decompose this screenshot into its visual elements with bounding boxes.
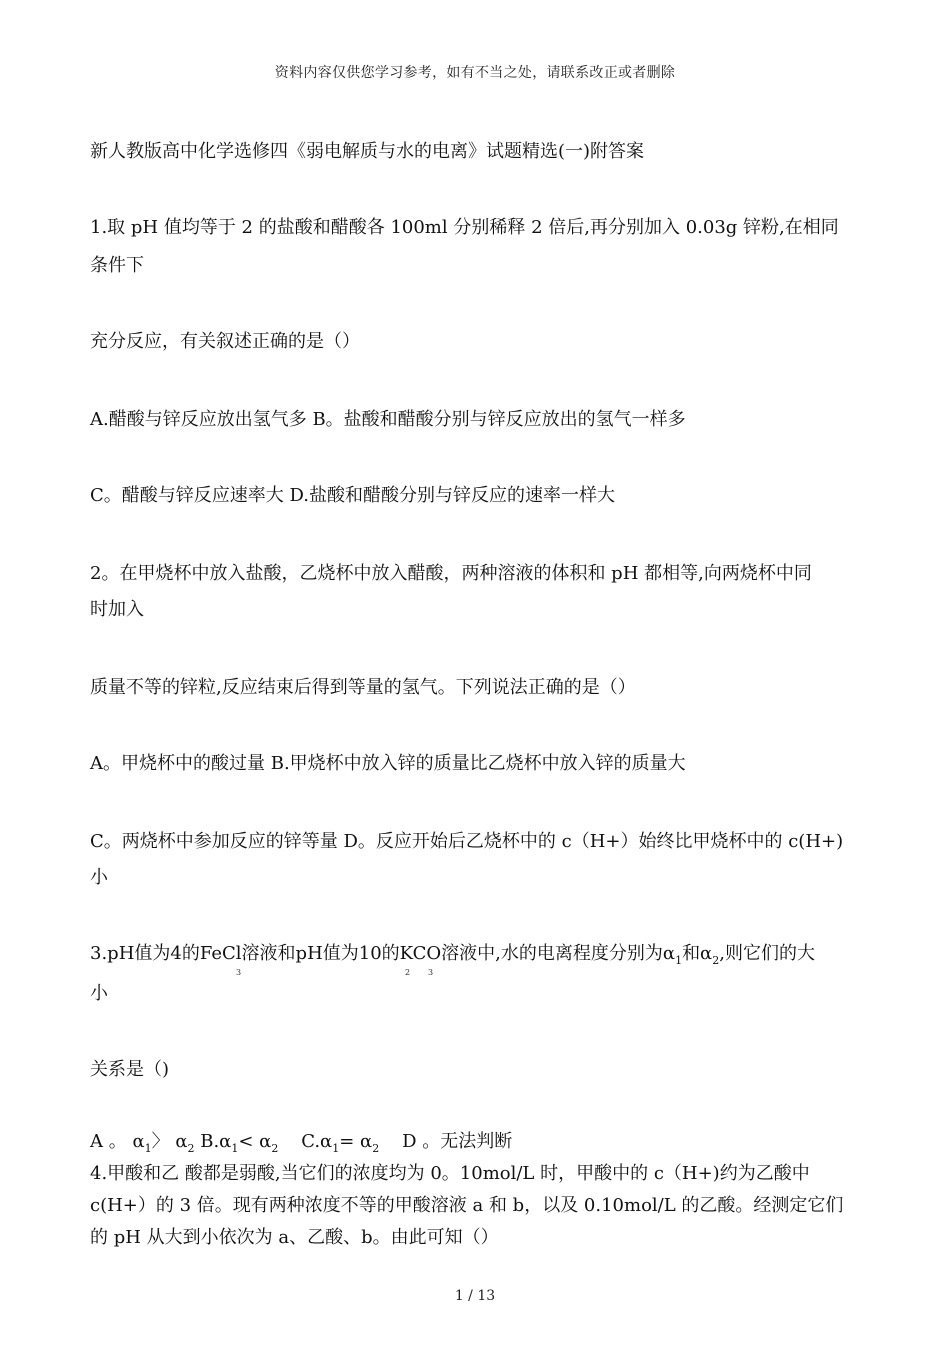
q4-line2: c(H+）的 3 倍。现有两种浓度不等的甲酸溶液 a 和 b，以及 0.10mol/L 的乙酸。经测定它们 <box>90 1195 844 1216</box>
q3-part3: CO <box>412 943 442 964</box>
q3-options <box>90 1130 512 1156</box>
q2-stem-line1: 2。在甲烧杯中放入盐酸，乙烧杯中放入醋酸，两种溶液的体积和 pH 都相等,向两烧杯中同 <box>90 563 812 584</box>
q3-option-c: C.α <box>301 1131 333 1152</box>
q3-part1: 3.pH值为4的FeCl <box>90 943 242 964</box>
q3-part5: 和α <box>682 943 713 964</box>
page-number: 1 / 13 <box>454 1288 496 1304</box>
q3-option-c-sub1: 1 <box>332 1142 340 1155</box>
q3-option-a-sub1: 1 <box>144 1142 152 1155</box>
q3-stem-line2: 小 <box>90 983 108 1004</box>
q4-line1: 4.甲酸和乙 酸都是弱酸,当它们的浓度均为 0。10mol/L 时，甲酸中的 c（H+)约为乙酸中 <box>90 1163 810 1184</box>
q2-options-line3: 小 <box>90 867 108 888</box>
q1-options-line1: A.醋酸与锌反应放出氢气多 B。盐酸和醋酸分别与锌反应放出的氢气一样多 <box>90 409 686 430</box>
q3-part6: ,则它们的大 <box>719 943 815 964</box>
q3-stem-line1 <box>90 942 815 968</box>
q3-fecl-subscript: 3 <box>236 968 242 977</box>
q3-option-b-mid: < α <box>238 1131 272 1152</box>
q3-alpha1-sub: 1 <box>675 954 683 967</box>
q1-stem-line1: 1.取 pH 值均等于 2 的盐酸和醋酸各 100ml 分别稀释 2 倍后,再分别加入 0.03g 锌粉,在相同 <box>90 217 839 238</box>
q3-alpha2-sub: 2 <box>712 954 720 967</box>
document-title: 新人教版高中化学选修四《弱电解质与水的电离》试题精选(一)附答案 <box>90 141 645 162</box>
q3-option-a-sub2: 2 <box>187 1142 195 1155</box>
q3-part4: 溶液中,水的电离程度分别为α <box>441 943 676 964</box>
q3-option-a: A 。 α <box>90 1131 145 1152</box>
q1-options-line2: C。醋酸与锌反应速率大 D.盐酸和醋酸分别与锌反应的速率一样大 <box>90 485 616 506</box>
q2-options-line1: A。甲烧杯中的酸过量 B.甲烧杯中放入锌的质量比乙烧杯中放入锌的质量大 <box>90 753 686 774</box>
q4-line3: 的 pH 从大到小依次为 a、乙酸、b。由此可知（） <box>90 1227 499 1248</box>
q3-co-subscript: 3 <box>428 968 434 977</box>
q3-part2: 溶液和pH值为10的K <box>241 943 413 964</box>
q3-option-a-mid: 〉 α <box>151 1131 188 1152</box>
q3-option-c-mid: = α <box>339 1131 373 1152</box>
q2-stem-line2: 时加入 <box>90 599 144 620</box>
q3-option-d: D 。无法判断 <box>402 1131 513 1152</box>
q3-option-b: B.α <box>200 1131 232 1152</box>
q2-stem-line3: 质量不等的锌粒,反应结束后得到等量的氢气。下列说法正确的是（） <box>90 677 636 698</box>
q1-stem-line2: 条件下 <box>90 255 144 276</box>
q2-options-line2: C。两烧杯中参加反应的锌等量 D。反应开始后乙烧杯中的 c（H+）始终比甲烧杯中的 c(H+) <box>90 831 844 852</box>
q3-option-b-sub1: 1 <box>231 1142 239 1155</box>
q3-option-b-sub2: 2 <box>271 1142 279 1155</box>
q1-stem-line3: 充分反应，有关叙述正确的是（） <box>90 331 360 352</box>
q3-stem-line3: 关系是（) <box>90 1059 170 1080</box>
q3-k-subscript: 2 <box>405 968 411 977</box>
header-disclaimer: 资料内容仅供您学习参考，如有不当之处，请联系改正或者删除 <box>274 65 676 81</box>
q3-option-c-sub2: 2 <box>372 1142 380 1155</box>
